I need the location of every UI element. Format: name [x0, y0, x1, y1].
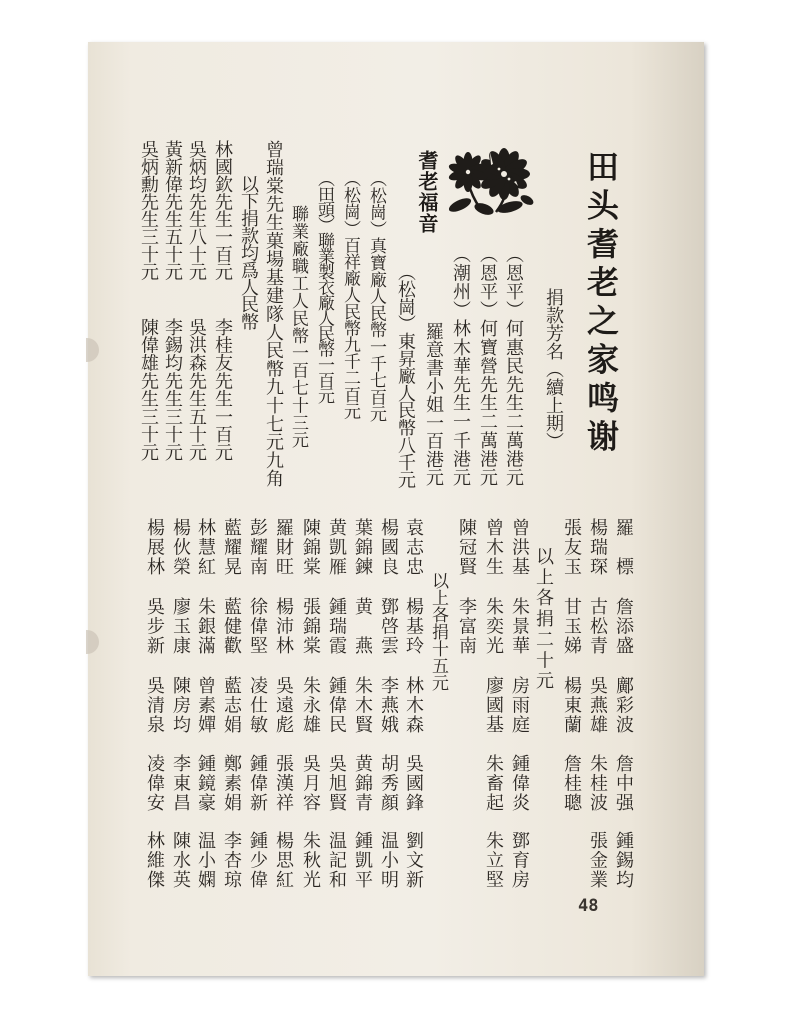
donor-name: 張友玉	[561, 518, 582, 577]
donor-name: 温小嫻	[195, 831, 216, 890]
section-title: 耆老福音	[415, 150, 439, 234]
donor-name: 張金業	[587, 831, 608, 890]
donor-name: 黄凱雁	[326, 518, 347, 577]
donor-name: 鍾錫均	[613, 831, 634, 890]
donation-entry: 黃新偉先生五十元	[162, 140, 183, 280]
donor-name: 詹中强	[613, 754, 634, 813]
donation-entry: （松崗）真寶廠人民幣一千七百元	[366, 170, 386, 423]
donor-name: 朱景華	[509, 597, 530, 656]
donor-name: 鍾鏡豪	[195, 754, 216, 813]
donor-name: 朱永雄	[300, 676, 321, 735]
donor-name: 吳國鋒	[403, 754, 424, 813]
donor-name: 詹添盛	[613, 597, 634, 656]
donor-name: 楊沛林	[273, 597, 294, 656]
donor-name: 鍾偉新	[247, 754, 268, 813]
donor-name: 羅 標	[613, 518, 634, 577]
donor-name: 黄錦青	[352, 754, 373, 813]
donation-entry: 李桂友先生一百元	[212, 318, 233, 462]
donation-entry: （田頭）聯業製衣廠人民幣一百元	[314, 170, 334, 403]
donor-name: 朱畜起	[483, 754, 504, 813]
donor-name: 楊國良	[378, 518, 399, 577]
donor-name: 林維傑	[144, 831, 165, 890]
donor-name: 鍾少偉	[247, 831, 268, 890]
donation-entry: （恩平）何惠民先生二萬港元	[503, 245, 524, 487]
donor-name: 藍健歡	[221, 597, 242, 656]
donor-name: 曾洪基	[509, 518, 530, 577]
donor-name: 藍志娟	[221, 676, 242, 735]
group-note: 以上各捐二十元	[533, 547, 554, 692]
donor-name: 羅財旺	[273, 518, 294, 577]
donation-entry: 聯業廠職工人民幣一百七十三元	[288, 205, 308, 449]
donor-name: 劉文新	[403, 831, 424, 890]
donor-name: 吳旭賢	[326, 754, 347, 813]
donor-name: 朱秋光	[300, 831, 321, 890]
donor-name: 袁志忠	[403, 518, 424, 577]
donor-name: 胡秀顔	[378, 754, 399, 813]
donor-name: 楊思紅	[273, 831, 294, 890]
donation-entry: 林國欽先生一百元	[212, 140, 233, 280]
donor-name: 楊伙榮	[170, 518, 191, 577]
donor-name: 黄 燕	[352, 597, 373, 656]
donor-name: 曾素嬋	[195, 676, 216, 735]
donor-name: 温小明	[378, 831, 399, 890]
donor-name: 鍾凱平	[352, 831, 373, 890]
donor-name: 吳月容	[300, 754, 321, 813]
donor-name: 甘玉娣	[561, 597, 582, 656]
donor-name: 鄭素娟	[221, 754, 242, 813]
donor-name: 藍耀晃	[221, 518, 242, 577]
donor-name: 彭耀南	[247, 518, 268, 577]
donor-name: 陳冠賢	[456, 518, 477, 577]
donation-entry: （潮州）林木華先生一千港元	[450, 245, 471, 487]
donor-name: 楊東蘭	[561, 676, 582, 735]
donor-name: 朱奕光	[483, 597, 504, 656]
page-number: 48	[578, 896, 599, 916]
donor-name: 陳錦棠	[300, 518, 321, 577]
donor-name: 鄺彩波	[613, 676, 634, 735]
donor-name: 陳房均	[170, 676, 191, 735]
donor-name: 吳燕雄	[587, 676, 608, 735]
donor-name: 林慧紅	[195, 518, 216, 577]
donor-name: 楊瑞琛	[587, 518, 608, 577]
donation-entry: （松崗）東昇廠人民幣八千元	[395, 263, 416, 488]
donation-entry: 吳炳勳先生三十元	[138, 140, 159, 280]
donor-name: 朱立堅	[483, 831, 504, 890]
donor-name: 詹桂聰	[561, 754, 582, 813]
donor-name: 廖玉康	[170, 597, 191, 656]
donor-name: 葉錦鍊	[352, 518, 373, 577]
donor-name: 李東昌	[170, 754, 191, 813]
donor-name: 朱桂波	[587, 754, 608, 813]
donor-name: 李杏琼	[221, 831, 242, 890]
donation-entry: （松崗）百祥廠人民幣九千二百元	[340, 170, 360, 420]
rmb-note: 以下捐款均爲人民幣	[238, 175, 259, 330]
chrysanthemum-icon	[446, 142, 534, 222]
donation-entry: 曾瑞棠先生菓場基建隊人民幣九十七元九角	[263, 140, 284, 488]
donor-name: 吳遠彪	[273, 676, 294, 735]
donor-name: 李富南	[456, 597, 477, 656]
donor-name: 李燕娥	[378, 676, 399, 735]
donor-name: 楊基玲	[403, 597, 424, 656]
group-note: 以上各捐十五元	[428, 572, 448, 691]
donor-name: 吳清泉	[144, 676, 165, 735]
donor-name: 凌偉安	[144, 754, 165, 813]
donor-name: 張錦棠	[300, 597, 321, 656]
donor-name: 林木森	[403, 676, 424, 735]
donor-name: 鄧啓雲	[378, 597, 399, 656]
donor-name: 朱木賢	[352, 676, 373, 735]
donor-name: 徐偉堅	[247, 597, 268, 656]
donation-entry: 李錫均先生三十元	[162, 318, 183, 462]
donor-name: 張漢祥	[273, 754, 294, 813]
donor-name: 陳水英	[170, 831, 191, 890]
donor-name: 吳步新	[144, 597, 165, 656]
donations-heading: 捐款芳名（續上期）	[543, 288, 564, 450]
donor-name: 鍾瑞霞	[326, 597, 347, 656]
page-title: 田头耆老之家鸣谢	[582, 150, 620, 458]
donation-entry: 吳洪森先生五十元	[186, 318, 207, 462]
donor-name: 房雨庭	[509, 676, 530, 735]
donor-name: 鄧育房	[509, 831, 530, 890]
donation-entry: 羅意書小姐一百港元	[423, 322, 444, 487]
donation-entry: 陳偉雄先生三十元	[138, 318, 159, 462]
donation-entry: 吳炳均先生八十元	[186, 140, 207, 280]
donor-name: 曾木生	[483, 518, 504, 577]
donor-name: 凌仕敏	[247, 676, 268, 735]
donor-name: 温記和	[326, 831, 347, 890]
donor-name: 朱銀滿	[195, 597, 216, 656]
donor-name: 鍾偉炎	[509, 754, 530, 813]
donor-name: 廖國基	[483, 676, 504, 735]
donor-name: 楊展林	[144, 518, 165, 577]
donation-entry: （恩平）何寶營先生二萬港元	[477, 245, 498, 487]
donor-name: 古松青	[587, 597, 608, 656]
donor-name: 鍾偉民	[326, 676, 347, 735]
